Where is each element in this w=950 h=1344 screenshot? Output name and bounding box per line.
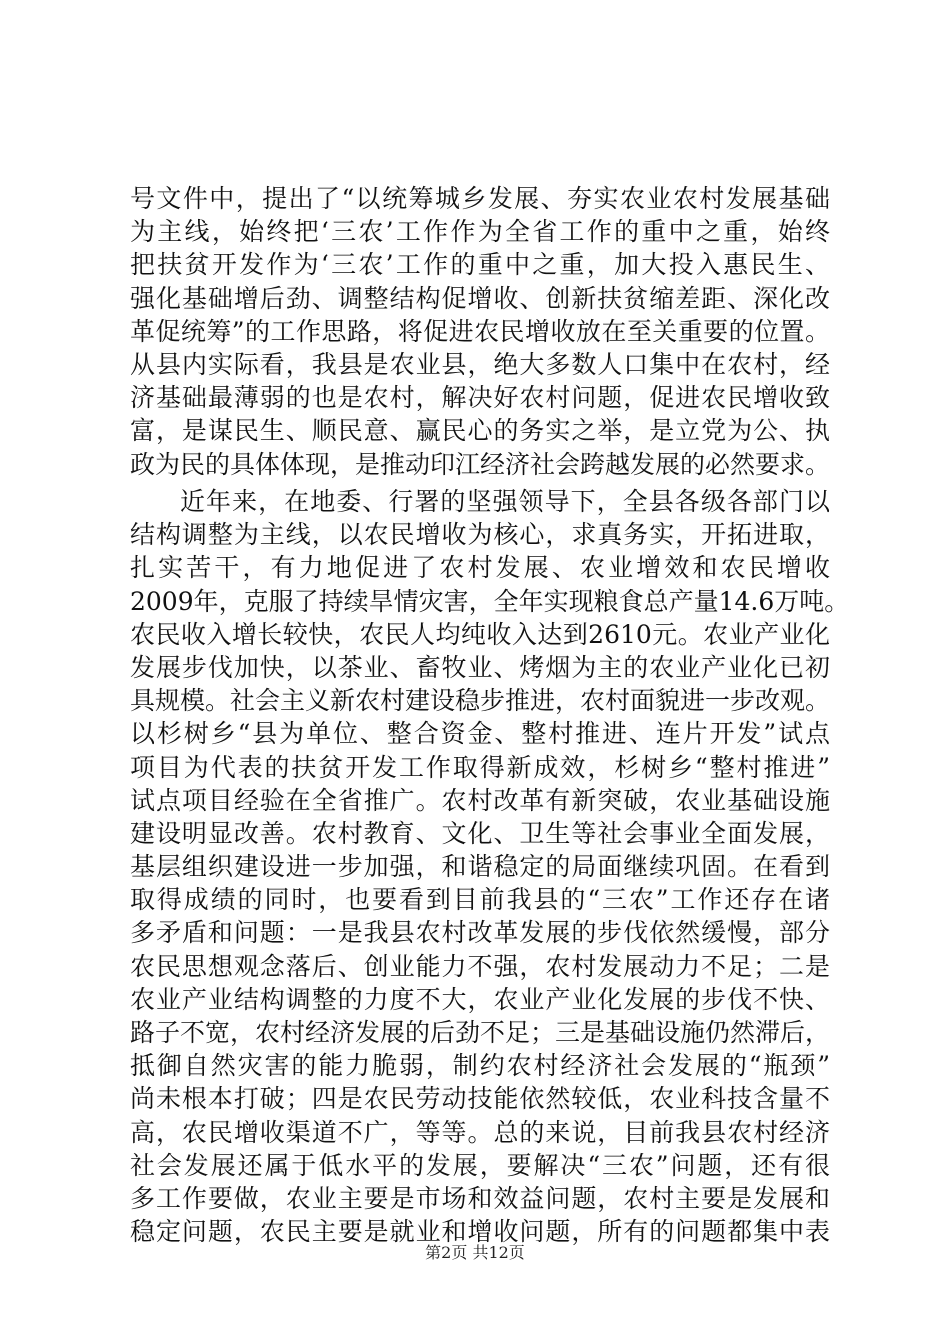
page-footer: 第2页 共12页 — [425, 1243, 525, 1262]
text-line: 结构调整为主线，以农民增收为核心，求真务实，开拓进取， — [130, 520, 830, 550]
text-line: 农民收入增长较快，农民人均纯收入达到2610元。农业产业化 — [130, 619, 830, 649]
text-line: 农业产业结构调整的力度不大，农业产业化发展的步伐不快、 — [130, 984, 830, 1014]
text-line: 2009年，克服了持续旱情灾害，全年实现粮食总产量14.6万吨。 — [130, 586, 850, 616]
text-line: 基层组织建设进一步加强，和谐稳定的局面继续巩固。在看到 — [130, 852, 830, 882]
paragraph-1 — [130, 182, 830, 481]
text-line: 稳定问题，农民主要是就业和增收问题，所有的问题都集中表 — [130, 1217, 830, 1247]
text-line: 号文件中，提出了“以统筹城乡发展、夯实农业农村发展基础 — [130, 184, 830, 213]
text-line: 社会发展还属于低水平的发展，要解决“三农”问题，还有很 — [130, 1150, 830, 1180]
text-line: 扎实苦干，有力地促进了农村发展、农业增效和农民增收 — [130, 553, 830, 583]
text-line: 富，是谋民生、顺民意、赢民心的务实之举，是立党为公、执 — [130, 416, 830, 446]
text-line: 农民思想观念落后、创业能力不强，农村发展动力不足；二是 — [130, 951, 830, 981]
text-line: 为主线，始终把‘三农’工作作为全省工作的重中之重，始终 — [130, 217, 830, 247]
text-line: 抵御自然灾害的能力脆弱，制约农村经济社会发展的“瓶颈” — [130, 1051, 830, 1081]
text-line: 把扶贫开发作为‘三农’工作的重中之重，加大投入惠民生、 — [130, 250, 830, 280]
text-line: 路子不宽，农村经济发展的后劲不足；三是基础设施仍然滞后， — [130, 1018, 831, 1047]
text-line: 革促统筹”的工作思路，将促进农民增收放在至关重要的位置。 — [130, 316, 830, 346]
text-line: 以杉树乡“县为单位、整合资金、整村推进、连片开发”试点 — [130, 719, 830, 749]
text-line: 试点项目经验在全省推广。农村改革有新突破，农业基础设施 — [130, 785, 830, 815]
text-line: 建设明显改善。农村教育、文化、卫生等社会事业全面发展， — [130, 818, 830, 848]
text-line: 多工作要做，农业主要是市场和效益问题，农村主要是发展和 — [130, 1183, 830, 1213]
text-line: 多矛盾和问题：一是我县农村改革发展的步伐依然缓慢，部分 — [130, 918, 830, 948]
text-line: 项目为代表的扶贫开发工作取得新成效，杉树乡“整村推进” — [130, 752, 830, 782]
text-line: 发展步伐加快，以茶业、畜牧业、烤烟为主的农业产业化已初 — [130, 652, 830, 682]
paragraph-2 — [130, 485, 850, 1248]
text-line: 具规模。社会主义新农村建设稳步推进，农村面貌进一步改观。 — [130, 686, 831, 716]
text-line: 取得成绩的同时，也要看到目前我县的“三农”工作还存在诸 — [130, 885, 830, 915]
text-line: 政为民的具体体现，是推动印江经济社会跨越发展的必然要求。 — [130, 449, 831, 479]
text-line: 济基础最薄弱的也是农村，解决好农村问题，促进农民增收致 — [130, 383, 830, 413]
text-line: 近年来，在地委、行署的坚强领导下，全县各级各部门以 — [180, 487, 830, 516]
text-line: 尚未根本打破；四是农民劳动技能依然较低，农业科技含量不 — [130, 1084, 830, 1114]
text-line: 强化基础增后劲、调整结构促增收、创新扶贫缩差距、深化改 — [130, 283, 830, 313]
text-line: 从县内实际看，我县是农业县，绝大多数人口集中在农村，经 — [130, 349, 830, 379]
text-line: 高，农民增收渠道不广，等等。总的来说，目前我县农村经济 — [130, 1117, 830, 1147]
